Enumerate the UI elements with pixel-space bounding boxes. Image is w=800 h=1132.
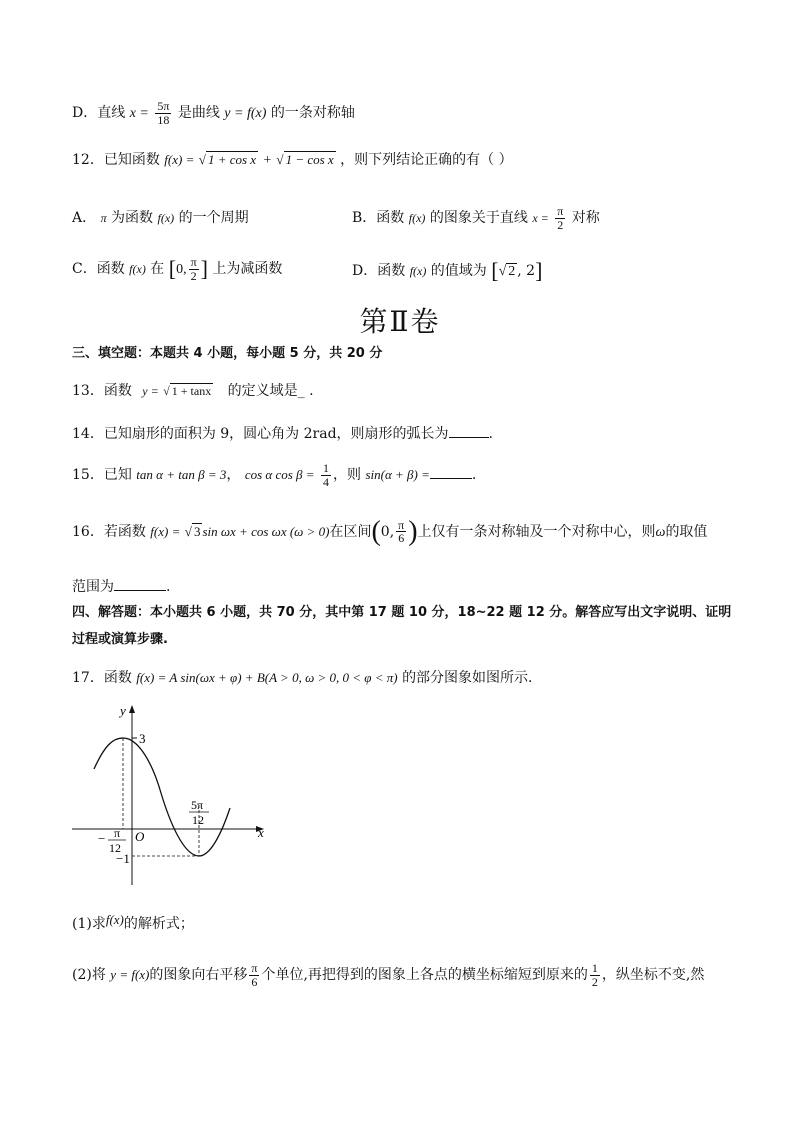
denominator: 2: [190, 268, 197, 283]
option-label: D．直线: [72, 105, 126, 122]
text: (2)将: [72, 967, 106, 984]
text: 的图象向右平移: [149, 967, 248, 984]
math-expr: π: [100, 211, 107, 225]
math-expr: y =: [142, 384, 159, 398]
math-expr: f(x): [157, 211, 175, 225]
part4-heading-line2: 过程或演算步骤.: [72, 632, 168, 647]
text: 上为减函数: [212, 261, 283, 278]
text: .: [488, 426, 493, 442]
right-tick-numerator: 5π: [191, 798, 204, 812]
function-graph: [60, 695, 280, 895]
right-paren: ): [408, 516, 418, 547]
fraction: [555, 205, 565, 231]
option-label: A．: [72, 210, 97, 226]
q14: [72, 425, 740, 443]
text: ，纵坐标不变,然: [601, 967, 705, 984]
origin-label: O: [135, 829, 145, 844]
numerator: 1: [323, 461, 329, 475]
option-label: D．函数: [352, 263, 406, 280]
numerator: π: [251, 961, 258, 975]
text: ，则: [333, 467, 361, 484]
denominator: 6: [251, 974, 258, 989]
numerator: π: [557, 204, 564, 218]
denominator: 6: [398, 531, 405, 546]
numerator: π: [190, 255, 197, 270]
q16-line2: [72, 578, 740, 596]
math-expr: 0,: [380, 523, 395, 540]
text: 的部分图象如图所示.: [402, 670, 533, 686]
sqrt-expr: √ 1 + tanx: [163, 384, 212, 398]
answer-blank: [449, 425, 489, 438]
max-value-label: 3: [139, 731, 146, 746]
text: 在区间: [329, 523, 372, 540]
numerator: 5π: [157, 99, 170, 113]
y-axis-arrow: [129, 705, 135, 713]
text: ，则下列结论正确的有（ ）: [340, 152, 513, 168]
radicand: 3: [193, 523, 201, 539]
text: 的一条对称轴: [270, 105, 355, 122]
text: ，: [226, 467, 241, 484]
text: 的图象关于直线: [429, 210, 528, 227]
part4-heading-line1: 四、解答题：本小题共 6 小题，共 70 分，其中第 17 题 10 分，18~22 题 12 分。解答应写出文字说明、证明: [72, 605, 732, 620]
text: .: [166, 579, 171, 595]
fraction: [396, 519, 406, 545]
text: (1)求: [72, 916, 106, 932]
part3-heading: 三、填空题：本题共 4 小题，每小题 5 分，共 20 分: [72, 346, 383, 361]
text: 17．函数: [72, 670, 132, 686]
sqrt-expr: √ 3: [184, 523, 201, 539]
numerator: 1: [591, 961, 598, 975]
sqrt-expr: √ 2: [498, 264, 516, 280]
denominator: 2: [591, 974, 598, 989]
text: 13．函数: [72, 383, 132, 399]
fraction: [249, 962, 259, 988]
denominator: 2: [557, 217, 564, 232]
text: 的值域为: [430, 263, 487, 280]
math-expr: +: [262, 153, 272, 168]
math-expr: f(x) = A sin(ωx + φ) + B(A > 0, ω > 0, 0 < φ < π): [136, 670, 398, 685]
text: 个单位,再把得到的图象上各点的横坐标缩短到原来的: [261, 967, 588, 984]
text: 12．已知函数: [72, 152, 160, 168]
q12-option-d: [352, 258, 740, 284]
radicand: 1 + cos x: [207, 152, 257, 167]
section-title: 第Ⅱ卷: [359, 305, 441, 338]
math-expr: , 2: [517, 263, 536, 280]
text: .: [471, 467, 477, 484]
text: 是曲线: [177, 105, 220, 122]
min-value-label: −1: [116, 851, 130, 866]
right-bracket: ]: [200, 256, 208, 281]
q13: [72, 383, 740, 400]
left-bracket: [: [168, 256, 177, 281]
math-expr: f(x): [105, 912, 124, 927]
text: 的解析式；: [123, 916, 194, 932]
option-label: B．函数: [352, 210, 405, 227]
math-expr: f(x): [408, 211, 426, 226]
math-expr: cos α cos β =: [244, 467, 315, 483]
math-expr: f(x): [409, 264, 427, 279]
q12-stem: [72, 152, 740, 170]
math-expr: sin ωx + cos ωx (ω > 0): [202, 523, 330, 539]
denominator: 18: [157, 112, 170, 127]
text: 14．已知扇形的面积为 9，圆心角为 2rad，则扇形的弧长为: [72, 426, 449, 442]
left-paren: (: [371, 516, 381, 547]
text: 为函数: [111, 210, 154, 226]
text: 16．若函数: [72, 523, 146, 540]
left-tick-sign: −: [98, 831, 106, 846]
radicand: 1 − cos x: [285, 152, 334, 167]
math-expr: 0,: [176, 262, 187, 278]
right-bracket: ]: [535, 258, 543, 283]
math-expr: f(x): [129, 262, 146, 277]
math-expr: tan α + tan β = 3: [136, 467, 227, 483]
fraction: [189, 256, 199, 282]
denominator: 4: [323, 474, 329, 489]
math-expr: x =: [532, 211, 549, 226]
radicand: 2: [508, 264, 516, 280]
q17-part2: [72, 962, 740, 988]
q17-part1: [72, 912, 740, 933]
text: 上仅有一条对称轴及一个对称中心，则: [417, 523, 656, 540]
sqrt-expr: √ 1 − cos x: [276, 152, 334, 167]
q15: [72, 462, 740, 488]
text: 在: [150, 261, 165, 278]
math-expr: ω: [655, 524, 666, 540]
fraction: [590, 962, 600, 988]
x-axis-label: x: [258, 825, 264, 840]
text: 对称: [571, 210, 600, 227]
q11-option-d: [72, 100, 740, 126]
text: 的定义域是_ .: [227, 383, 314, 399]
text: 范围为: [72, 579, 114, 595]
math-expr: sin(α + β) =: [365, 467, 430, 483]
q12-option-b: [352, 205, 740, 231]
radicand: 1 + tanx: [171, 384, 212, 398]
text: 15．已知: [72, 467, 132, 484]
sqrt-expr: √ 1 + cos x: [198, 152, 257, 167]
text: 的取值: [665, 523, 708, 540]
math-expr: f(x) =: [164, 152, 195, 167]
math-expr: y = f(x): [224, 106, 267, 122]
math-expr: x =: [129, 106, 149, 122]
q17-stem: [72, 670, 740, 687]
y-axis-label: y: [120, 703, 126, 718]
math-expr: y = f(x): [110, 967, 150, 983]
option-label: C．函数: [72, 261, 125, 278]
q16: [72, 515, 740, 549]
fraction: [321, 462, 331, 488]
right-tick-denominator: 12: [192, 813, 204, 827]
left-bracket: [: [491, 258, 499, 283]
left-tick-numerator: π: [114, 826, 121, 840]
answer-blank: [114, 578, 166, 591]
numerator: π: [398, 517, 405, 532]
answer-blank: [430, 466, 472, 479]
text: 的一个周期: [178, 210, 249, 226]
math-expr: f(x) =: [150, 523, 181, 539]
left-tick-denominator: 12: [109, 841, 121, 855]
fraction: [155, 100, 171, 126]
